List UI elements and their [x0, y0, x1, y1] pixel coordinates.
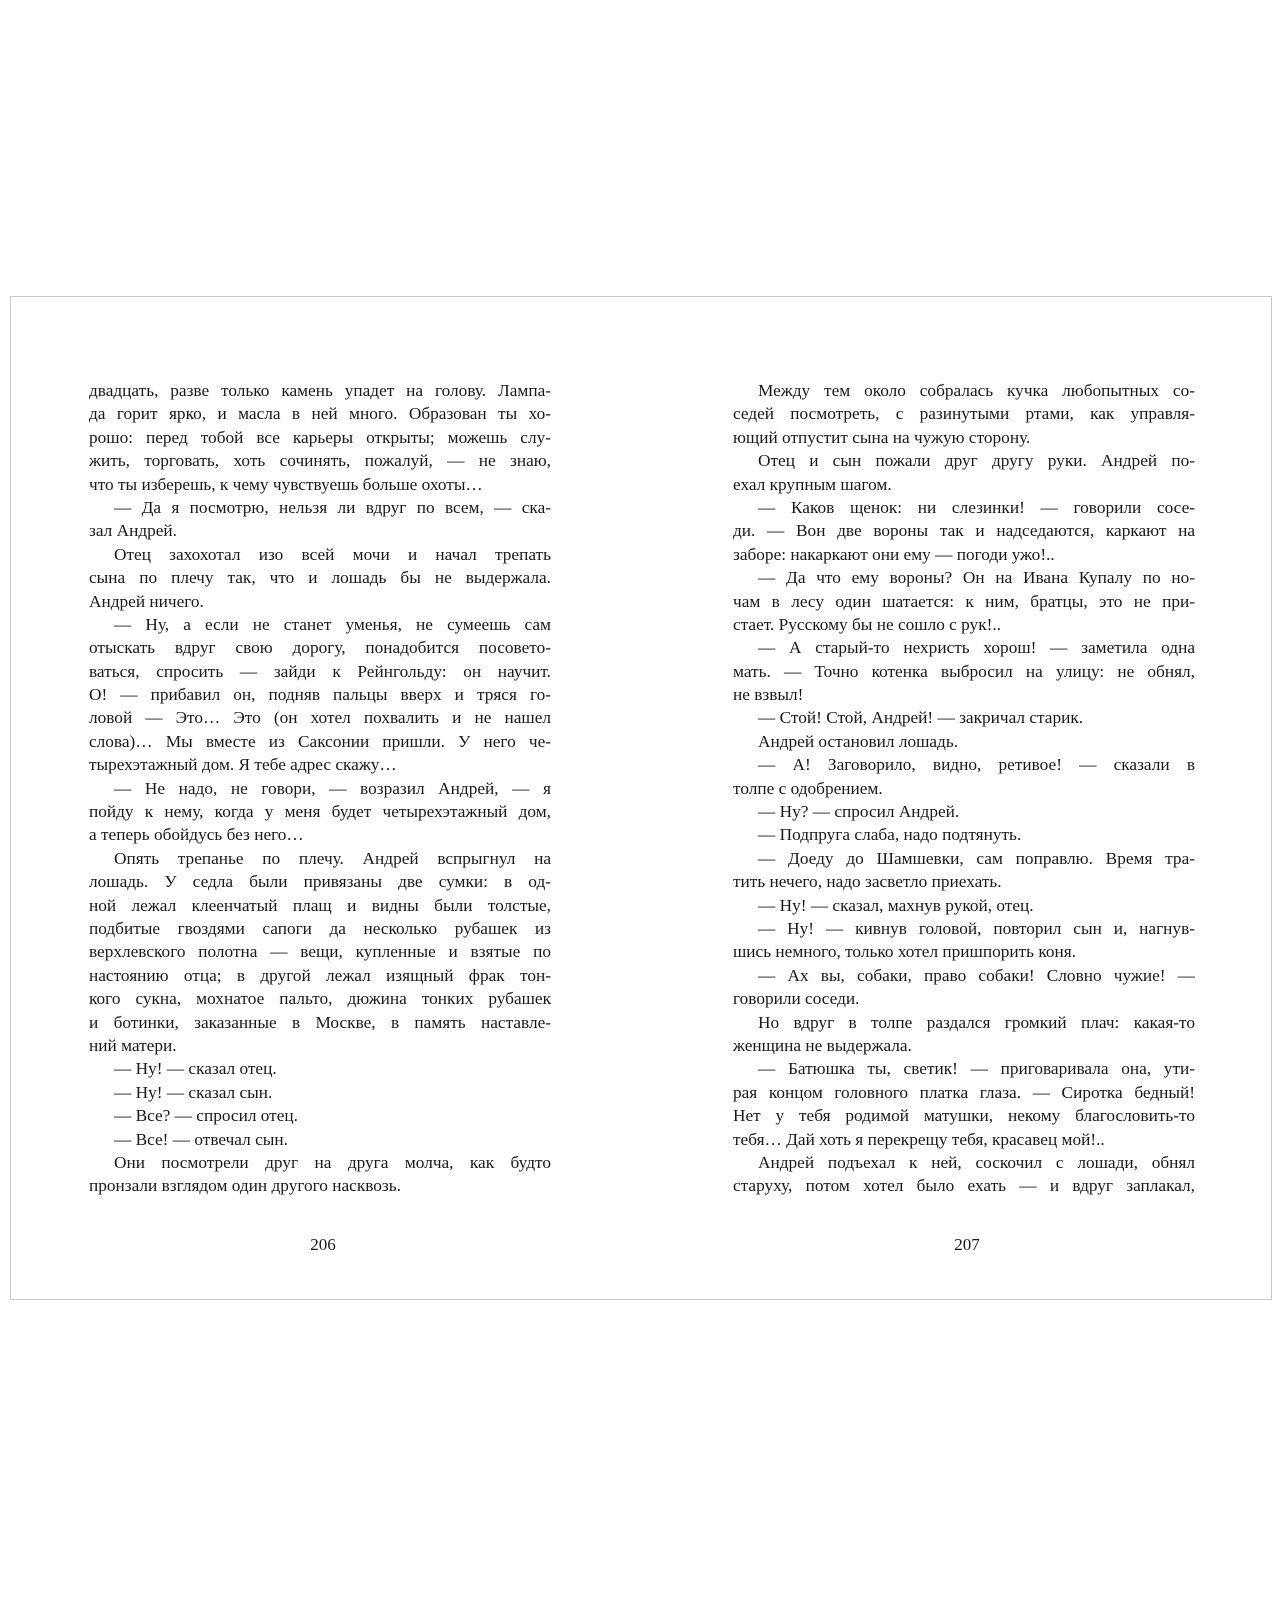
text-line: ди. — Вон две вороны так и надседаются, каркают на — [733, 521, 1195, 541]
text-line: да горит ярко, и масла в ней много. Образован ты хо- — [89, 404, 551, 424]
text-line: ной лежал клеенчатый плащ и видны были толстые, — [89, 895, 551, 915]
text-line: настоянию отца; в другой лежал изящный фрак тон- — [89, 965, 551, 985]
text-line: мать. — Точно котенка выбросил на улицу: не обнял, — [733, 661, 1195, 681]
text-line: — Да что ему вороны? Он на Ивана Купалу по но- — [758, 568, 1195, 588]
text-line: шись немного, только хотел пришпорить коня. — [733, 942, 1077, 962]
text-line: рошо: перед тобой все карьеры открыты; можешь слу- — [89, 427, 551, 447]
text-line: пойду к нему, когда у меня будет четырехэтажный дом, — [89, 802, 551, 822]
text-line: — Ну! — сказал отец. — [114, 1059, 277, 1079]
text-line: тить нечего, надо засветло приехать. — [733, 872, 1002, 892]
text-line: — Да я посмотрю, нельзя ли вдруг по всем, — ска- — [114, 497, 551, 517]
text-line: зал Андрей. — [89, 521, 177, 541]
text-line: Нет у тебя родимой матушки, некому благословить-то — [733, 1106, 1195, 1126]
text-line: — Все? — спросил отец. — [114, 1106, 298, 1126]
text-line: кого сукна, мохнатое пальто, дюжина тонких рубашек — [89, 989, 551, 1009]
text-line: ющий отпустит сына на чужую сторону. — [733, 427, 1031, 447]
text-line: стает. Русскому бы не сошло с рук!.. — [733, 614, 1001, 634]
text-line: лошадь. У седла были привязаны две сумки: в од- — [89, 872, 551, 892]
text-line: толпе с одобрением. — [733, 778, 883, 798]
text-line: — Ну, а если не станет уменья, не сумеешь сам — [114, 614, 551, 634]
text-line: Отец и сын пожали друг другу руки. Андрей по- — [758, 451, 1195, 471]
text-line: Андрей ничего. — [89, 591, 204, 611]
text-line: тырехэтажный дом. Я тебе адрес скажу… — [89, 755, 397, 775]
text-line: седей посмотреть, с разинутыми ртами, как управля- — [733, 404, 1195, 424]
text-line: ловой — Это… Это (он хотел похвалить и не нашел — [89, 708, 551, 728]
text-line: заборе: накаркают они ему — погоди ужо!.. — [733, 544, 1055, 564]
text-line: — А старый-то нехристь хорош! — заметила одна — [758, 638, 1195, 658]
text-line: не взвыл! — [733, 685, 804, 705]
text-line: — Не надо, не говори, — возразил Андрей, — я — [114, 778, 551, 798]
text-line: чам в лесу один шатается: к ним, братцы, это не при- — [733, 591, 1195, 611]
text-line: — Батюшка ты, светик! — приговаривала она, ути- — [758, 1059, 1195, 1079]
text-line: — Ну? — спросил Андрей. — [758, 802, 960, 822]
text-line: — Ах вы, собаки, право собаки! Словно чужие! — — [758, 965, 1195, 985]
book-spread — [10, 296, 1272, 1300]
text-line: отыскать вдруг свою дорогу, понадобится посовето- — [89, 638, 551, 658]
text-line: Андрей подъехал к ней, соскочил с лошади, обнял — [758, 1152, 1195, 1172]
text-line: пронзали взглядом один другого насквозь. — [89, 1176, 401, 1196]
text-line: двадцать, разве только камень упадет на голову. Лампа- — [89, 381, 551, 400]
text-line: слова)… Мы вместе из Саксонии пришли. У него че- — [89, 731, 551, 751]
text-line: Но вдруг в толпе раздался громкий плач: какая-то — [758, 1012, 1195, 1032]
text-line: что ты изберешь, к чему чувствуешь больше охоты… — [89, 474, 483, 494]
text-line: — Каков щенок: ни слезинки! — говорили сосе- — [758, 497, 1195, 517]
left-page-text — [89, 379, 551, 1198]
text-line: сына по плечу так, что и лошадь бы не выдержала. — [89, 568, 551, 588]
text-line: ехал крупным шагом. — [733, 474, 892, 494]
text-line: — Доеду до Шамшевки, сам поправлю. Время тра- — [758, 848, 1195, 868]
right-page-number: 207 — [954, 1235, 980, 1254]
text-line: тебя… Дай хоть я перекрещу тебя, красавец мой!.. — [733, 1129, 1105, 1149]
text-line: Опять трепанье по плечу. Андрей вспрыгнул на — [114, 848, 551, 868]
text-line: а теперь обойдусь без него… — [89, 825, 304, 845]
text-line: верхлевского полотна — вещи, купленные и взятые по — [89, 942, 551, 962]
text-line: женщина не выдержала. — [733, 1035, 912, 1055]
text-line: — Ну! — сказал сын. — [114, 1082, 273, 1102]
left-page-number: 206 — [310, 1235, 336, 1254]
text-line: Между тем около собралась кучка любопытных со- — [758, 381, 1195, 400]
text-line: — Ну! — сказал, махнув рукой, отец. — [758, 895, 1034, 915]
text-line: Они посмотрели друг на друга молча, как будто — [114, 1152, 551, 1172]
text-line: и ботинки, заказанные в Москве, в память наставле- — [89, 1012, 551, 1032]
text-line: подбитые гвоздями сапоги да несколько рубашек из — [89, 918, 551, 938]
text-line: говорили соседи. — [733, 989, 860, 1009]
text-line: — Подпруга слаба, надо подтянуть. — [758, 825, 1022, 845]
text-line: рая концом головного платка глаза. — Сиротка бедный! — [733, 1082, 1195, 1102]
text-line: жить, торговать, хоть сочинять, пожалуй, — не знаю, — [89, 451, 551, 471]
text-line: — А! Заговорило, видно, ретивое! — сказали в — [758, 755, 1195, 775]
text-line: — Все! — отвечал сын. — [114, 1129, 288, 1149]
text-line: старуху, потом хотел было ехать — и вдруг заплакал, — [733, 1176, 1195, 1196]
text-line: ваться, спросить — зайди к Рейнгольду: он научит. — [89, 661, 551, 681]
text-line: Андрей остановил лошадь. — [758, 731, 959, 751]
text-line: ний матери. — [89, 1035, 177, 1055]
right-page-text — [733, 379, 1195, 1198]
text-line: — Ну! — кивнув головой, повторил сын и, нагнув- — [758, 918, 1195, 938]
text-line: — Стой! Стой, Андрей! — закричал старик. — [758, 708, 1084, 728]
text-line: О! — прибавил он, подняв пальцы вверх и тряся го- — [89, 685, 551, 705]
text-line: Отец захохотал изо всей мочи и начал трепать — [114, 544, 551, 564]
